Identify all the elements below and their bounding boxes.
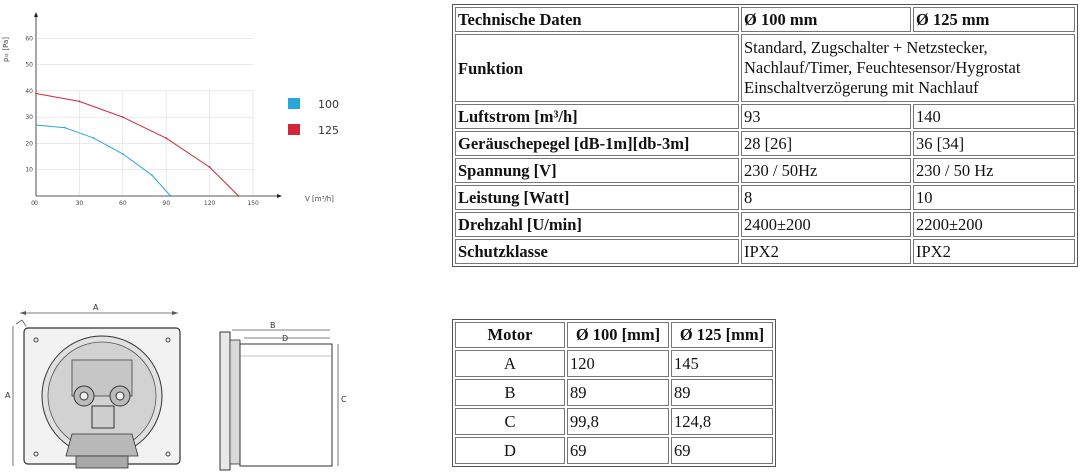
value-d100: 28 [26] <box>741 131 911 156</box>
row-label: Spannung [V] <box>455 158 739 183</box>
value-d125: 140 <box>913 104 1075 129</box>
dim-label-b: B <box>270 321 276 330</box>
legend-swatch-100 <box>288 98 300 109</box>
value-d100: 2400±200 <box>741 212 911 237</box>
dim-label-a-left: A <box>5 391 11 400</box>
x-tick-label: 120 <box>203 200 216 207</box>
dim-label-c: C <box>341 395 347 404</box>
table-row <box>455 408 773 435</box>
data-point-100 <box>122 153 124 155</box>
row-label: Geräuschepegel [dB-1m][db-3m] <box>455 131 739 156</box>
x-tick-label: 0 <box>34 200 38 207</box>
header-technische-daten: Technische Daten <box>455 7 739 32</box>
data-point-100 <box>64 127 66 129</box>
series-line-125 <box>36 94 239 197</box>
fan-front-view-drawing <box>0 296 200 472</box>
dim-label-d: D <box>282 334 289 343</box>
legend-label-125: 125 <box>318 124 339 137</box>
data-point-125 <box>79 100 81 102</box>
fan-side-view-drawing <box>210 316 370 472</box>
value-d100: 8 <box>741 185 911 210</box>
data-point-125 <box>238 195 240 197</box>
funktion-label: Funktion <box>455 34 739 102</box>
x-tick-label: 30 <box>75 200 84 207</box>
funktion-value: Standard, Zugschalter + Netzstecker, Nachlauf/Timer, Feuchtesensor/Hygrostat Einschaltverzögerung mit Nachlauf <box>741 34 1075 102</box>
y-axis-label: pₛₜ [Pa] <box>2 36 10 62</box>
table-row <box>455 350 773 377</box>
header-d125: Ø 125 mm <box>913 7 1075 32</box>
dim-label-a-top: A <box>93 303 99 312</box>
row-label: Luftstrom [m³/h] <box>455 104 739 129</box>
header-d125-mm: Ø 125 [mm] <box>671 322 773 348</box>
motor-value-d100: 99,8 <box>567 408 669 435</box>
data-point-125 <box>209 166 211 168</box>
motor-value-d100: 120 <box>567 350 669 377</box>
table-row <box>455 379 773 406</box>
motor-dimension-label: A <box>455 350 565 377</box>
value-d125: IPX2 <box>913 239 1075 264</box>
motor-value-d125: 69 <box>671 437 773 464</box>
value-d100: IPX2 <box>741 239 911 264</box>
y-tick-label: 10 <box>25 166 33 174</box>
motor-table-body <box>455 350 773 464</box>
motor-dimension-label: D <box>455 437 565 464</box>
motor-dimension-label: C <box>455 408 565 435</box>
y-tick-label: 50 <box>25 61 33 69</box>
performance-chart <box>0 0 440 220</box>
header-d100-mm: Ø 100 [mm] <box>567 322 669 348</box>
motor-value-d100: 69 <box>567 437 669 464</box>
header-motor: Motor <box>455 322 565 348</box>
x-tick-label: 150 <box>247 200 259 207</box>
row-label: Leistung [Watt] <box>455 185 739 210</box>
table-row <box>455 239 1075 264</box>
y-tick-label: 20 <box>25 140 33 148</box>
value-d125: 230 / 50 Hz <box>913 158 1075 183</box>
chart-axes <box>34 12 282 198</box>
data-point-100 <box>170 195 172 197</box>
motor-value-d100: 89 <box>567 379 669 406</box>
table-row <box>455 185 1075 210</box>
legend-swatch-125 <box>288 124 300 135</box>
value-d100: 230 / 50Hz <box>741 158 911 183</box>
value-d125: 2200±200 <box>913 212 1075 237</box>
table-header-row <box>455 322 773 348</box>
data-point-100 <box>151 174 153 176</box>
value-d125: 36 [34] <box>913 131 1075 156</box>
y-tick-label: 60 <box>25 35 33 43</box>
x-axis-arrow <box>277 194 282 198</box>
motor-value-d125: 89 <box>671 379 773 406</box>
y-axis-arrow <box>34 12 38 17</box>
table-row <box>455 104 1075 129</box>
value-d100: 93 <box>741 104 911 129</box>
legend-label-100: 100 <box>318 98 339 111</box>
chart-legend <box>288 98 339 137</box>
series-line-100 <box>36 125 171 196</box>
table-header-row <box>455 7 1075 32</box>
x-tick-label: 60 <box>119 200 127 207</box>
table-row-funktion <box>455 34 1075 102</box>
y-tick-label: 40 <box>25 87 33 95</box>
chart-grid <box>36 38 253 196</box>
data-point-125 <box>122 116 124 118</box>
table-row <box>455 212 1075 237</box>
y-tick-label: 30 <box>25 114 33 122</box>
motor-value-d125: 124,8 <box>671 408 773 435</box>
data-point-125 <box>165 137 167 139</box>
data-point-125 <box>35 93 37 95</box>
row-label: Drehzahl [U/min] <box>455 212 739 237</box>
tech-table-body <box>455 104 1075 264</box>
origin-tick-label: 0 <box>31 200 35 207</box>
data-point-100 <box>35 124 37 126</box>
chart-series <box>35 93 239 197</box>
motor-value-d125: 145 <box>671 350 773 377</box>
table-row <box>455 131 1075 156</box>
motor-dimensions-table <box>452 319 776 467</box>
value-d125: 10 <box>913 185 1075 210</box>
header-d100: Ø 100 mm <box>741 7 911 32</box>
row-label: Schutzklasse <box>455 239 739 264</box>
x-tick-label: 90 <box>162 200 171 207</box>
table-row <box>455 158 1075 183</box>
technical-data-table <box>452 4 1078 267</box>
table-row <box>455 437 773 464</box>
data-point-100 <box>93 137 95 139</box>
x-axis-label: V [m³/h] <box>305 195 334 203</box>
motor-dimension-label: B <box>455 379 565 406</box>
